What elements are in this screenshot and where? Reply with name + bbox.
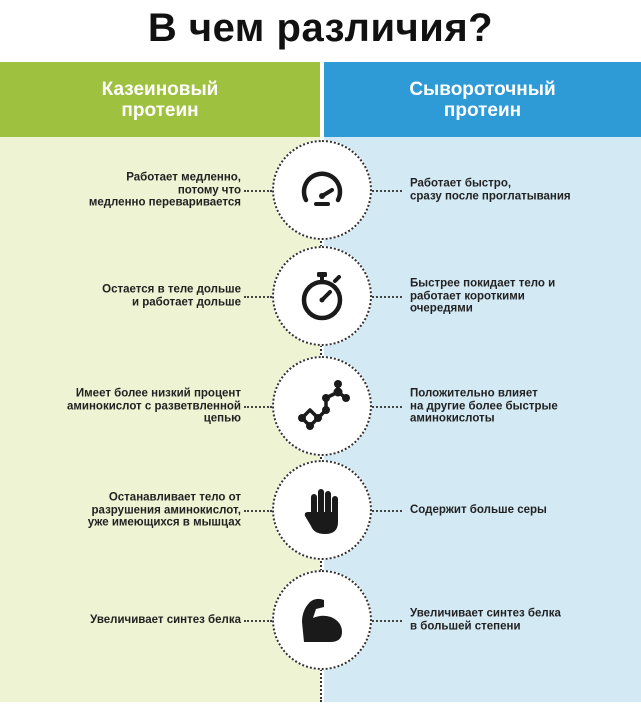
icon-circle xyxy=(272,246,372,346)
whey-point xyxy=(410,608,635,633)
flexed-bicep-icon xyxy=(294,592,350,648)
connector-left xyxy=(244,620,272,622)
casein-header-line-2: протеин xyxy=(121,99,199,121)
casein-header-line-1: Казеиновый xyxy=(101,78,219,100)
comparison-row xyxy=(0,140,641,240)
whey-header xyxy=(324,62,641,137)
connector-left xyxy=(244,406,272,408)
whey-point-line: Увеличивает синтез белка xyxy=(410,607,561,620)
connector-right xyxy=(372,296,402,298)
icon-circle xyxy=(272,140,372,240)
whey-point-line: работает короткими xyxy=(410,289,525,302)
casein-point xyxy=(1,171,241,209)
connector-left xyxy=(244,296,272,298)
casein-point-line: потому что xyxy=(177,183,241,196)
whey-point-line: на другие более быстрые xyxy=(410,399,558,412)
comparison-row xyxy=(0,570,641,670)
whey-point xyxy=(410,277,635,315)
whey-point-line: в большей степени xyxy=(410,620,521,632)
whey-point-line: сразу после проглатывания xyxy=(410,190,571,202)
speedometer-icon xyxy=(294,162,350,218)
whey-header-line-1: Сывороточный xyxy=(409,78,556,100)
casein-point-line: Увеличивает синтез белка xyxy=(90,613,241,626)
whey-point-line: очередями xyxy=(410,302,473,315)
casein-point-line: и работает дольше xyxy=(131,296,241,308)
comparison-row xyxy=(0,460,641,560)
stopwatch-icon xyxy=(294,268,350,324)
whey-point-line: аминокислоты xyxy=(410,412,495,425)
page-title: В чем различия? xyxy=(147,6,494,50)
comparison-row xyxy=(0,356,641,456)
icon-circle xyxy=(272,460,372,560)
whey-point xyxy=(410,387,635,425)
whey-point-line: Содержит больше серы xyxy=(410,503,547,516)
whey-header-line-2: протеин xyxy=(443,99,522,121)
casein-point-line: Работает медленно, xyxy=(126,171,241,184)
casein-header xyxy=(0,62,320,137)
connector-left xyxy=(244,510,272,512)
casein-point-line: Имеет более низкий процент xyxy=(75,387,241,400)
casein-point-line: Останавливает тело от xyxy=(108,491,241,504)
icon-circle xyxy=(272,356,372,456)
casein-point xyxy=(1,491,241,529)
casein-point-line: цепью xyxy=(203,412,241,425)
casein-point xyxy=(1,284,241,309)
casein-point-line: разрушения аминокислот, xyxy=(91,503,241,516)
connector-left xyxy=(244,190,272,192)
whey-point-line: Работает быстро, xyxy=(410,177,512,190)
casein-point-line: медленно переваривается xyxy=(88,196,241,209)
connector-right xyxy=(372,510,402,512)
whey-point xyxy=(410,504,635,517)
connector-right xyxy=(372,406,402,408)
connector-right xyxy=(372,190,402,192)
stop-hand-icon xyxy=(294,482,350,538)
casein-point-line: уже имеющихся в мышцах xyxy=(87,516,241,529)
casein-point-line: Остается в теле дольше xyxy=(102,283,241,296)
whey-point-line: Быстрее покидает тело и xyxy=(410,277,556,290)
comparison-row xyxy=(0,246,641,346)
icon-circle xyxy=(272,570,372,670)
casein-point xyxy=(1,387,241,425)
whey-point xyxy=(410,178,635,203)
casein-point xyxy=(1,614,241,627)
whey-point-line: Положительно влияет xyxy=(410,387,538,400)
molecule-icon xyxy=(294,378,350,434)
connector-right xyxy=(372,620,402,622)
casein-point-line: аминокислот с разветвленной xyxy=(67,399,241,412)
